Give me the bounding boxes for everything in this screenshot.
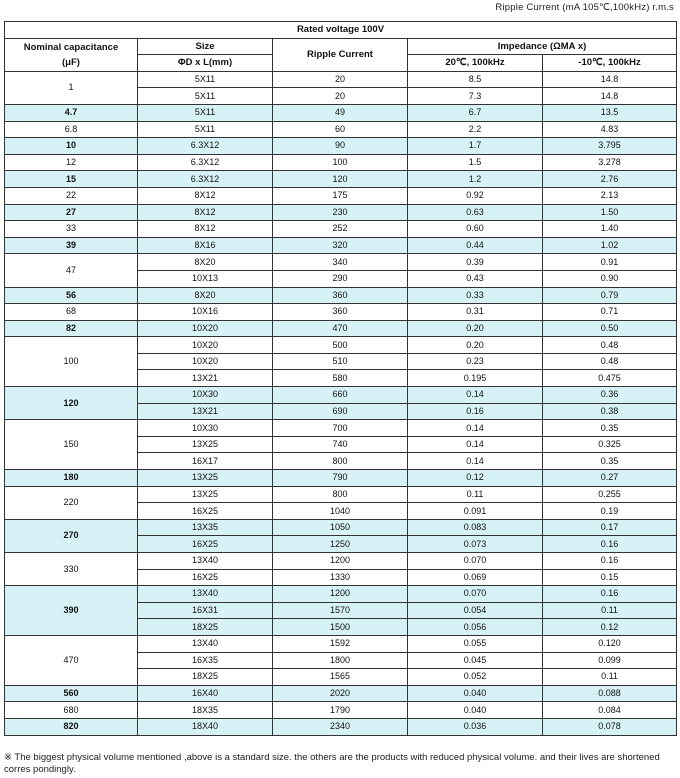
ripple-cell: 1330 xyxy=(273,569,408,586)
size-cell: 10X16 xyxy=(138,304,273,321)
impedance-minus10c-cell: 14.8 xyxy=(543,71,677,88)
impedance-minus10c-cell: 13.5 xyxy=(543,104,677,121)
ripple-cell: 1570 xyxy=(273,602,408,619)
size-cell: 5X11 xyxy=(138,104,273,121)
ripple-cell: 580 xyxy=(273,370,408,387)
impedance-20c-cell: 0.33 xyxy=(408,287,543,304)
impedance-minus10c-cell: 0.12 xyxy=(543,619,677,636)
impedance-20c-cell: 0.14 xyxy=(408,420,543,437)
size-cell: 6.3X12 xyxy=(138,154,273,171)
capacitance-cell: 33 xyxy=(5,221,138,238)
ripple-current-note: Ripple Current (mA 105℃,100kHz) r.m.s xyxy=(495,2,674,13)
size-cell: 16X35 xyxy=(138,652,273,669)
table-row xyxy=(5,254,677,271)
table-row xyxy=(5,138,677,155)
size-cell: 6.3X12 xyxy=(138,138,273,155)
size-cell: 8X16 xyxy=(138,237,273,254)
impedance-20c-cell: 0.12 xyxy=(408,470,543,487)
ripple-cell: 470 xyxy=(273,320,408,337)
impedance-20c-cell: 0.054 xyxy=(408,602,543,619)
table-row xyxy=(5,718,677,735)
impedance-header: Impedance (ΩMA x) xyxy=(408,38,677,55)
impedance-minus10c-cell: 0.35 xyxy=(543,420,677,437)
size-cell: 10X13 xyxy=(138,270,273,287)
impedance-minus10c-cell: 0.48 xyxy=(543,337,677,354)
size-cell: 18X25 xyxy=(138,669,273,686)
capacitance-header-unit: (μF) xyxy=(62,56,80,68)
capacitance-cell: 39 xyxy=(5,237,138,254)
impedance-20c-cell: 8.5 xyxy=(408,71,543,88)
table-row xyxy=(5,71,677,88)
ripple-cell: 175 xyxy=(273,187,408,204)
capacitance-cell: 4.7 xyxy=(5,104,138,121)
impedance-minus10c-cell: 3.795 xyxy=(543,138,677,155)
size-cell: 18X35 xyxy=(138,702,273,719)
impedance-minus10c-cell: 0.084 xyxy=(543,702,677,719)
ripple-cell: 1790 xyxy=(273,702,408,719)
capacitance-cell: 180 xyxy=(5,470,138,487)
table-row xyxy=(5,154,677,171)
ripple-cell: 1500 xyxy=(273,619,408,636)
capacitance-cell: 10 xyxy=(5,138,138,155)
footnote: ※ The biggest physical volume mentioned ,above is a standard size. the others are the products with reduced physical volume. and their lives are shortened corres pondingly. xyxy=(4,752,660,775)
impedance-minus10c-cell: 3.278 xyxy=(543,154,677,171)
capacitor-spec-table-wrapper xyxy=(4,21,676,736)
table-row xyxy=(5,320,677,337)
capacitance-cell: 47 xyxy=(5,254,138,287)
table-row xyxy=(5,519,677,536)
table-row xyxy=(5,486,677,503)
size-cell: 13X40 xyxy=(138,635,273,652)
impedance-20c-cell: 0.055 xyxy=(408,635,543,652)
impedance-minus10c-cell: 0.16 xyxy=(543,586,677,603)
ripple-cell: 290 xyxy=(273,270,408,287)
impedance-minus10c-cell: 0.48 xyxy=(543,353,677,370)
table-row xyxy=(5,171,677,188)
capacitance-cell: 82 xyxy=(5,320,138,337)
impedance-minus10c-cell: 4.83 xyxy=(543,121,677,138)
size-cell: 13X25 xyxy=(138,486,273,503)
capacitance-cell: 270 xyxy=(5,519,138,552)
ripple-cell: 1050 xyxy=(273,519,408,536)
size-cell: 13X35 xyxy=(138,519,273,536)
impedance-minus10c-cell: 0.099 xyxy=(543,652,677,669)
impedance-20c-cell: 0.040 xyxy=(408,685,543,702)
ripple-cell: 49 xyxy=(273,104,408,121)
size-cell: 8X20 xyxy=(138,254,273,271)
impedance-minus10c-cell: 0.078 xyxy=(543,718,677,735)
impedance-20c-cell: 2.2 xyxy=(408,121,543,138)
impedance-minus10c-cell: 0.17 xyxy=(543,519,677,536)
size-cell: 10X30 xyxy=(138,420,273,437)
size-cell: 8X20 xyxy=(138,287,273,304)
size-cell: 5X11 xyxy=(138,88,273,105)
capacitance-cell: 100 xyxy=(5,337,138,387)
ripple-cell: 100 xyxy=(273,154,408,171)
impedance-20c-cell: 0.070 xyxy=(408,553,543,570)
impedance-20c-cell: 6.7 xyxy=(408,104,543,121)
ripple-cell: 360 xyxy=(273,287,408,304)
size-cell: 16X40 xyxy=(138,685,273,702)
size-cell: 5X11 xyxy=(138,121,273,138)
impedance-20c-cell: 0.63 xyxy=(408,204,543,221)
capacitance-cell: 1 xyxy=(5,71,138,104)
impedance-20c-cell: 0.11 xyxy=(408,486,543,503)
impedance-20c-cell: 0.070 xyxy=(408,586,543,603)
ripple-cell: 740 xyxy=(273,436,408,453)
table-row xyxy=(5,635,677,652)
size-cell: 13X40 xyxy=(138,553,273,570)
impedance-minus10c-cell: 1.02 xyxy=(543,237,677,254)
capacitance-cell: 560 xyxy=(5,685,138,702)
size-cell: 16X31 xyxy=(138,602,273,619)
capacitance-header xyxy=(5,38,138,71)
size-cell: 10X20 xyxy=(138,353,273,370)
table-row xyxy=(5,470,677,487)
impedance-20c-cell: 0.036 xyxy=(408,718,543,735)
impedance-20c-cell: 0.23 xyxy=(408,353,543,370)
table-row xyxy=(5,221,677,238)
ripple-cell: 700 xyxy=(273,420,408,437)
ripple-cell: 360 xyxy=(273,304,408,321)
impedance-20c-cell: 7.3 xyxy=(408,88,543,105)
capacitance-cell: 680 xyxy=(5,702,138,719)
capacitance-header-label: Nominal capacitance xyxy=(23,41,119,53)
ripple-cell: 1200 xyxy=(273,553,408,570)
impedance-minus10c-cell: 0.16 xyxy=(543,536,677,553)
impedance-minus10c-cell: 0.36 xyxy=(543,387,677,404)
ripple-cell: 230 xyxy=(273,204,408,221)
ripple-cell: 60 xyxy=(273,121,408,138)
impedance-minus10c-cell: 0.11 xyxy=(543,602,677,619)
impedance-20c-cell: 0.052 xyxy=(408,669,543,686)
ripple-cell: 20 xyxy=(273,71,408,88)
impedance-minus10c-cell: 0.325 xyxy=(543,436,677,453)
impedance-20c-cell: 0.43 xyxy=(408,270,543,287)
impedance-20c-cell: 0.31 xyxy=(408,304,543,321)
impedance-20c-cell: 0.056 xyxy=(408,619,543,636)
impedance-minus10c-cell: 2.76 xyxy=(543,171,677,188)
capacitance-cell: 470 xyxy=(5,635,138,685)
impedance-20c-cell: 0.14 xyxy=(408,387,543,404)
capacitance-cell: 68 xyxy=(5,304,138,321)
size-header: Size xyxy=(138,38,273,55)
impedance-minus10c-cell: 0.90 xyxy=(543,270,677,287)
ripple-cell: 690 xyxy=(273,403,408,420)
table-row xyxy=(5,387,677,404)
impedance-20c-cell: 1.2 xyxy=(408,171,543,188)
impedance-minus10c-cell: 0.50 xyxy=(543,320,677,337)
size-cell: 10X20 xyxy=(138,320,273,337)
impedance-20c-header: 20℃, 100kHz xyxy=(408,55,543,72)
impedance-minus10c-cell: 0.35 xyxy=(543,453,677,470)
capacitance-cell: 12 xyxy=(5,154,138,171)
impedance-minus10c-cell: 0.475 xyxy=(543,370,677,387)
impedance-20c-cell: 0.39 xyxy=(408,254,543,271)
table-row xyxy=(5,204,677,221)
size-cell: 16X25 xyxy=(138,536,273,553)
impedance-minus10c-cell: 0.15 xyxy=(543,569,677,586)
impedance-minus10c-cell: 0.38 xyxy=(543,403,677,420)
capacitance-cell: 220 xyxy=(5,486,138,519)
size-cell: 13X21 xyxy=(138,370,273,387)
impedance-20c-cell: 0.14 xyxy=(408,453,543,470)
table-row xyxy=(5,702,677,719)
table-row xyxy=(5,237,677,254)
impedance-20c-cell: 0.44 xyxy=(408,237,543,254)
size-cell: 8X12 xyxy=(138,204,273,221)
size-cell: 13X25 xyxy=(138,436,273,453)
ripple-cell: 1565 xyxy=(273,669,408,686)
rated-voltage-title: Rated voltage 100V xyxy=(5,22,677,39)
ripple-cell: 1592 xyxy=(273,635,408,652)
capacitance-cell: 330 xyxy=(5,553,138,586)
ripple-cell: 800 xyxy=(273,453,408,470)
table-row xyxy=(5,685,677,702)
ripple-cell: 120 xyxy=(273,171,408,188)
impedance-20c-cell: 0.073 xyxy=(408,536,543,553)
table-row xyxy=(5,121,677,138)
ripple-cell: 1800 xyxy=(273,652,408,669)
table-row xyxy=(5,586,677,603)
table-row xyxy=(5,187,677,204)
impedance-minus10c-cell: 0.19 xyxy=(543,503,677,520)
impedance-20c-cell: 1.7 xyxy=(408,138,543,155)
capacitance-cell: 120 xyxy=(5,387,138,420)
capacitance-cell: 22 xyxy=(5,187,138,204)
impedance-20c-cell: 0.091 xyxy=(408,503,543,520)
impedance-minus10c-cell: 0.27 xyxy=(543,470,677,487)
ripple-cell: 20 xyxy=(273,88,408,105)
impedance-20c-cell: 0.60 xyxy=(408,221,543,238)
impedance-minus10c-cell: 0.120 xyxy=(543,635,677,652)
ripple-cell: 2020 xyxy=(273,685,408,702)
size-cell: 10X20 xyxy=(138,337,273,354)
capacitor-spec-table xyxy=(4,21,677,736)
impedance-minus10c-cell: 14.8 xyxy=(543,88,677,105)
impedance-minus10c-cell: 0.71 xyxy=(543,304,677,321)
ripple-cell: 1040 xyxy=(273,503,408,520)
impedance-minus10c-cell: 0.11 xyxy=(543,669,677,686)
size-cell: 18X25 xyxy=(138,619,273,636)
ripple-cell: 2340 xyxy=(273,718,408,735)
table-row xyxy=(5,104,677,121)
capacitance-cell: 56 xyxy=(5,287,138,304)
size-cell: 13X25 xyxy=(138,470,273,487)
impedance-minus10c-cell: 0.91 xyxy=(543,254,677,271)
size-cell: 18X40 xyxy=(138,718,273,735)
ripple-cell: 90 xyxy=(273,138,408,155)
impedance-minus10c-cell: 0.79 xyxy=(543,287,677,304)
table-row xyxy=(5,553,677,570)
size-cell: 5X11 xyxy=(138,71,273,88)
capacitance-cell: 27 xyxy=(5,204,138,221)
ripple-cell: 790 xyxy=(273,470,408,487)
table-row xyxy=(5,304,677,321)
capacitance-cell: 15 xyxy=(5,171,138,188)
impedance-20c-cell: 0.045 xyxy=(408,652,543,669)
impedance-minus10c-cell: 1.40 xyxy=(543,221,677,238)
impedance-20c-cell: 0.069 xyxy=(408,569,543,586)
table-row xyxy=(5,420,677,437)
size-cell: 13X21 xyxy=(138,403,273,420)
impedance-20c-cell: 1.5 xyxy=(408,154,543,171)
ripple-current-header: Ripple Current xyxy=(273,38,408,71)
impedance-20c-cell: 0.92 xyxy=(408,187,543,204)
capacitance-cell: 390 xyxy=(5,586,138,636)
size-cell: 8X12 xyxy=(138,221,273,238)
table-body xyxy=(5,71,677,735)
size-cell: 10X30 xyxy=(138,387,273,404)
ripple-cell: 800 xyxy=(273,486,408,503)
size-cell: 16X25 xyxy=(138,503,273,520)
impedance-minus10c-cell: 1.50 xyxy=(543,204,677,221)
impedance-minus10c-cell: 2.13 xyxy=(543,187,677,204)
ripple-cell: 340 xyxy=(273,254,408,271)
impedance-20c-cell: 0.040 xyxy=(408,702,543,719)
impedance-minus10c-cell: 0.255 xyxy=(543,486,677,503)
capacitance-cell: 820 xyxy=(5,718,138,735)
table-row xyxy=(5,287,677,304)
size-cell: 16X17 xyxy=(138,453,273,470)
impedance-20c-cell: 0.20 xyxy=(408,337,543,354)
ripple-cell: 1200 xyxy=(273,586,408,603)
ripple-cell: 252 xyxy=(273,221,408,238)
capacitance-cell: 150 xyxy=(5,420,138,470)
impedance-20c-cell: 0.20 xyxy=(408,320,543,337)
size-unit-header: ΦD x L(mm) xyxy=(138,55,273,72)
impedance-20c-cell: 0.14 xyxy=(408,436,543,453)
impedance-minus10c-cell: 0.088 xyxy=(543,685,677,702)
ripple-cell: 320 xyxy=(273,237,408,254)
size-cell: 16X25 xyxy=(138,569,273,586)
ripple-cell: 660 xyxy=(273,387,408,404)
ripple-cell: 500 xyxy=(273,337,408,354)
capacitance-cell: 6.8 xyxy=(5,121,138,138)
impedance-20c-cell: 0.083 xyxy=(408,519,543,536)
table-row xyxy=(5,337,677,354)
impedance-minus10c-header: -10℃, 100kHz xyxy=(543,55,677,72)
impedance-20c-cell: 0.195 xyxy=(408,370,543,387)
size-cell: 13X40 xyxy=(138,586,273,603)
ripple-cell: 510 xyxy=(273,353,408,370)
impedance-minus10c-cell: 0.16 xyxy=(543,553,677,570)
ripple-cell: 1250 xyxy=(273,536,408,553)
size-cell: 8X12 xyxy=(138,187,273,204)
size-cell: 6.3X12 xyxy=(138,171,273,188)
impedance-20c-cell: 0.16 xyxy=(408,403,543,420)
